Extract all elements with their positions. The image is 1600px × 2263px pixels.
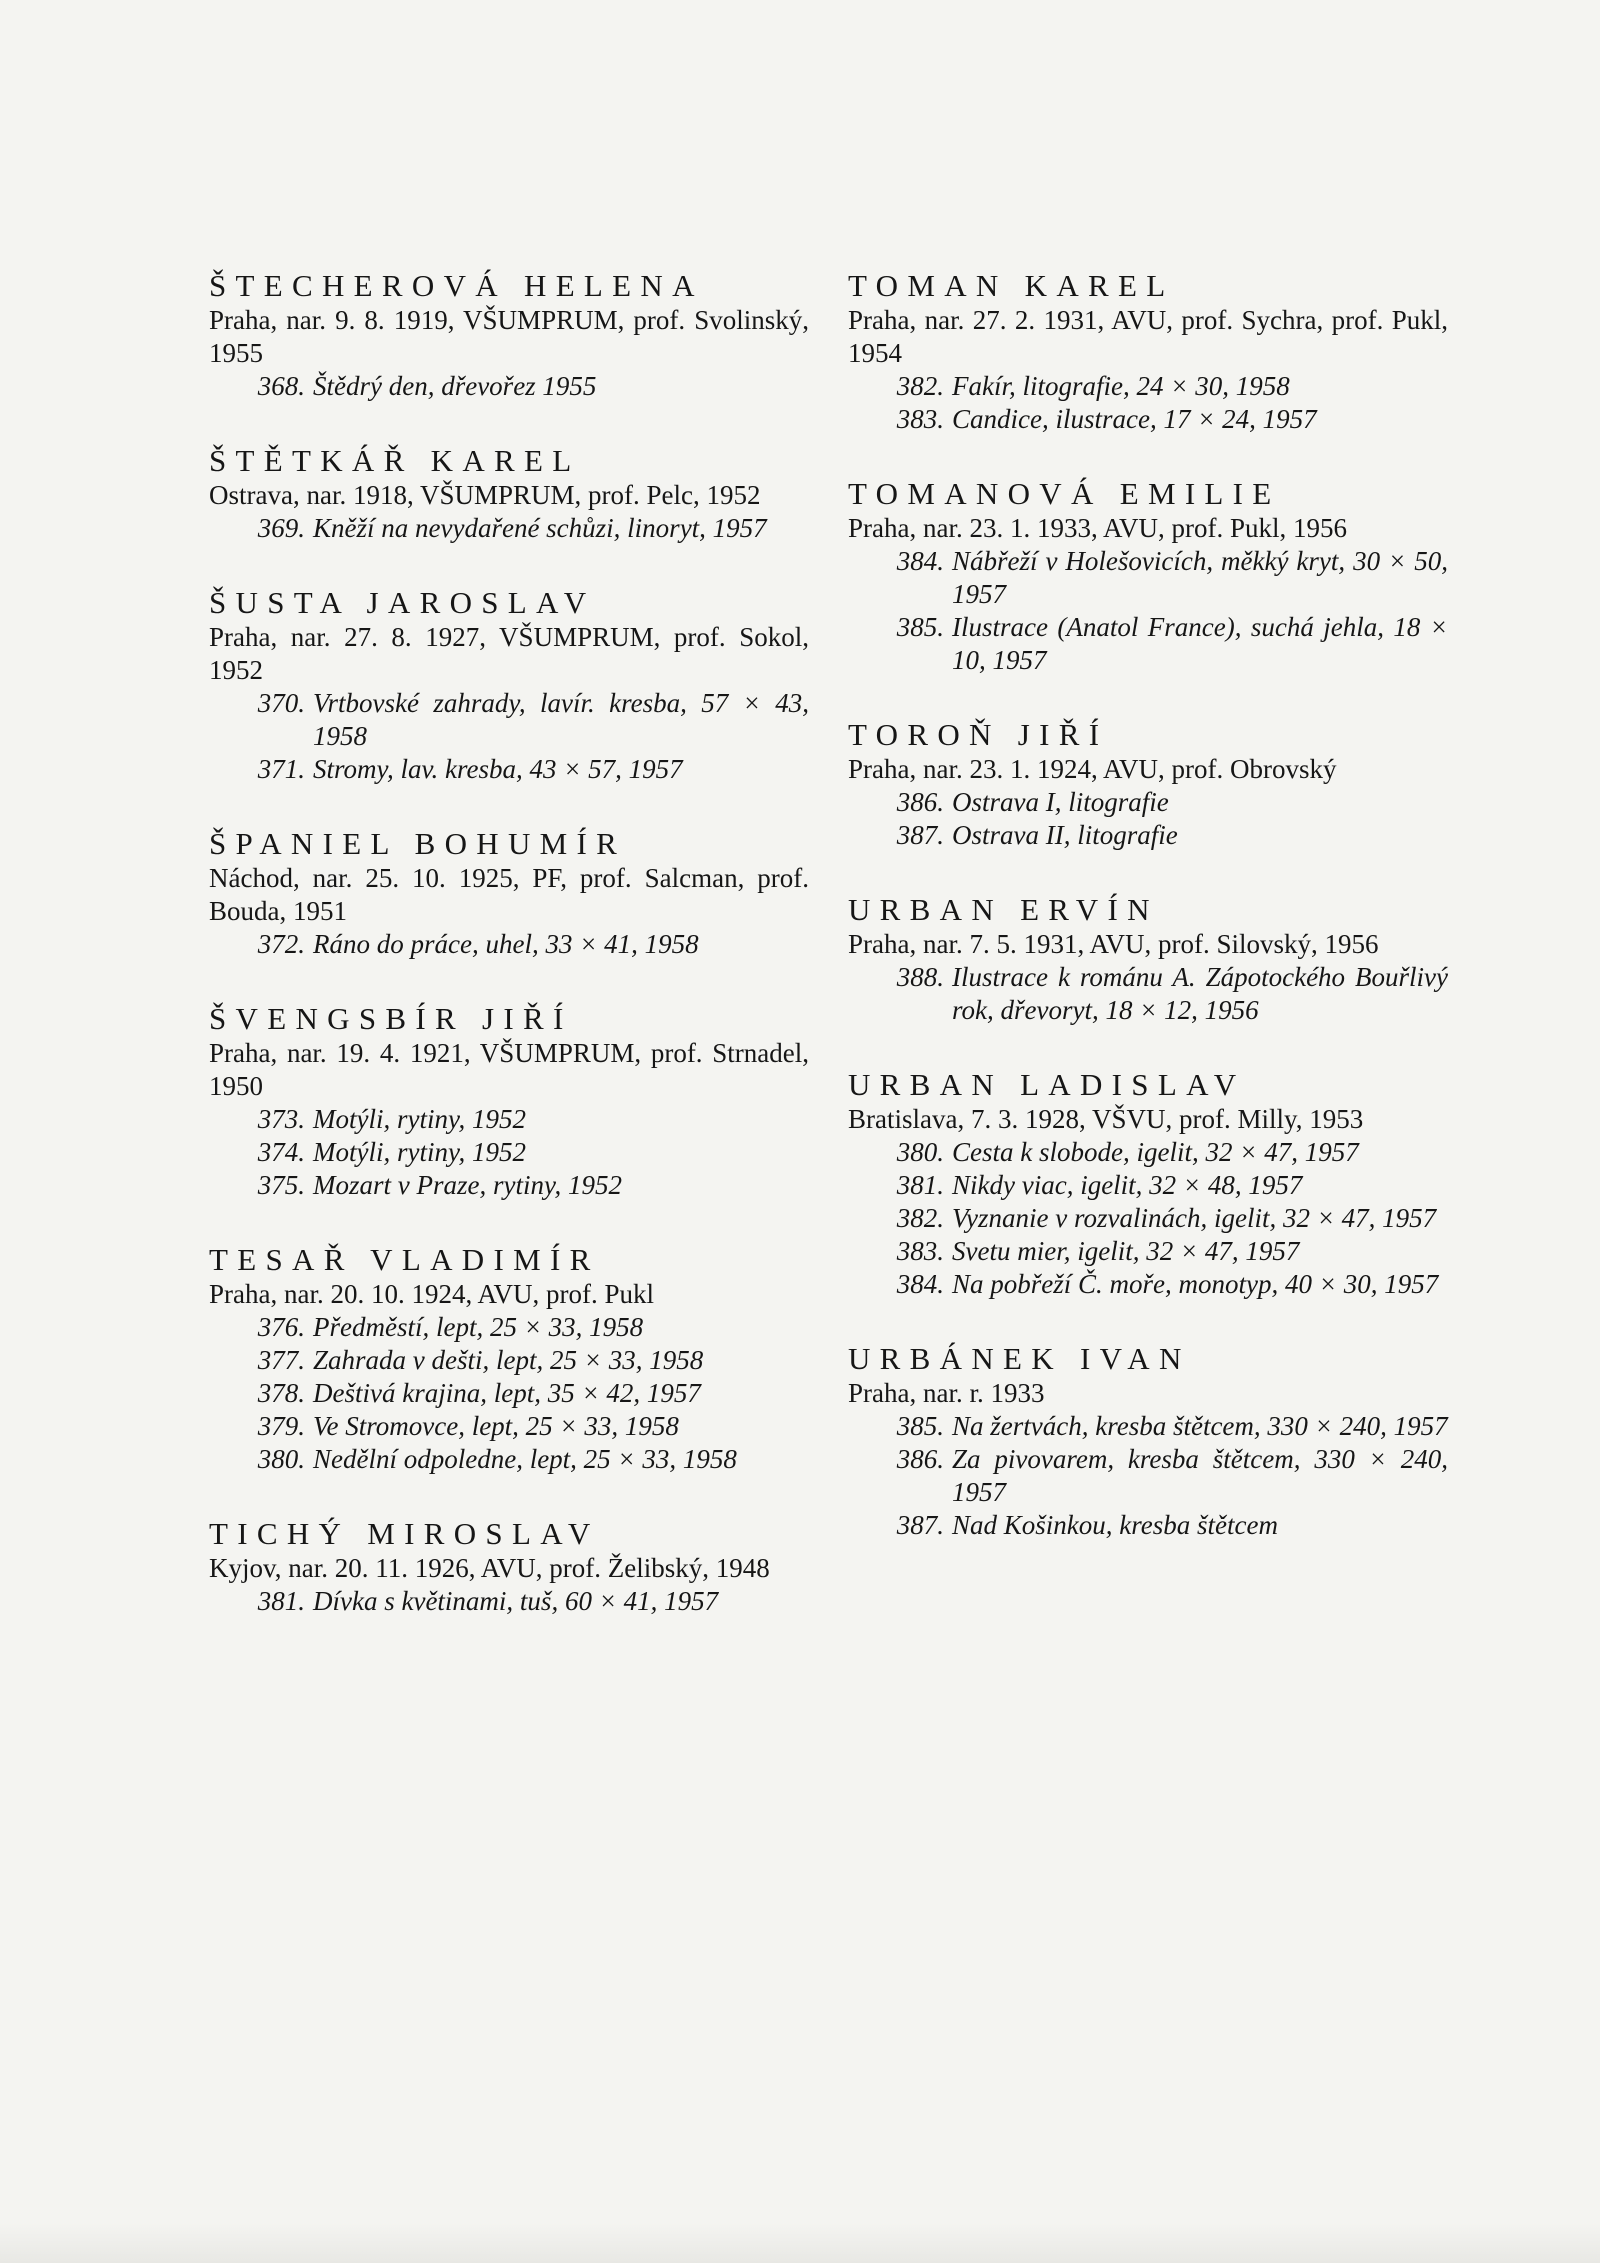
works-list: [848, 545, 1448, 677]
artist-bio: Praha, nar. 23. 1. 1924, AVU, prof. Obrovský: [848, 754, 1337, 784]
work-title: Nedělní odpoledne, lept, 25 × 33, 1958: [313, 1444, 737, 1474]
works-list: [848, 1410, 1448, 1542]
artist-entry-tichy-miroslav: [209, 1516, 809, 1618]
work-item: [848, 403, 1448, 436]
work-number: 386.: [896, 787, 944, 817]
works-list: [209, 512, 809, 545]
work-title: Zahrada v dešti, lept, 25 × 33, 1958: [313, 1345, 704, 1375]
work-number: 386.: [896, 1444, 944, 1474]
artist-entry-toron-jiri: [848, 717, 1448, 852]
artist-bio: Praha, nar. 23. 1. 1933, AVU, prof. Pukl, 1956: [848, 513, 1347, 543]
work-number: 387.: [896, 1510, 944, 1540]
works-list: [209, 687, 809, 786]
works-list: [848, 961, 1448, 1027]
artist-entry-urbanek-ivan: [848, 1341, 1448, 1542]
artist-bio: Praha, nar. 27. 2. 1931, AVU, prof. Sychra, prof. Pukl, 1954: [848, 305, 1448, 368]
work-number: 385.: [896, 612, 944, 642]
work-title: Ilustrace k románu A. Zápotockého Bouřlivý rok, dřevoryt, 18 × 12, 1956: [952, 962, 1448, 1025]
artist-entry-urban-ladislav: [848, 1067, 1448, 1301]
work-number: 380.: [896, 1137, 944, 1167]
work-title: Ráno do práce, uhel, 33 × 41, 1958: [313, 929, 699, 959]
work-item: [848, 786, 1448, 819]
work-title: Candice, ilustrace, 17 × 24, 1957: [952, 404, 1317, 434]
work-item: [209, 1377, 809, 1410]
works-list: [848, 370, 1448, 436]
artist-name: URBÁNEK IVAN: [848, 1341, 1191, 1376]
artist-name: URBAN ERVÍN: [848, 892, 1159, 927]
work-item: [209, 753, 809, 786]
artist-entry-tomanova-emilie: [848, 476, 1448, 677]
artist-bio: Ostrava, nar. 1918, VŠUMPRUM, prof. Pelc, 1952: [209, 480, 761, 510]
artist-name: ŠVENGSBÍR JIŘÍ: [209, 1001, 573, 1036]
works-list: [209, 1103, 809, 1202]
work-number: 368.: [257, 371, 305, 401]
work-title: Fakír, litografie, 24 × 30, 1958: [952, 371, 1290, 401]
work-number: 383.: [896, 1236, 944, 1266]
work-number: 383.: [896, 404, 944, 434]
artist-bio: Bratislava, 7. 3. 1928, VŠVU, prof. Milly, 1953: [848, 1104, 1364, 1134]
work-title: Nad Košinkou, kresba štětcem: [952, 1510, 1278, 1540]
artist-name: TESAŘ VLADIMÍR: [209, 1242, 600, 1277]
work-number: 384.: [896, 546, 944, 576]
work-number: 382.: [896, 371, 944, 401]
work-title: Předměstí, lept, 25 × 33, 1958: [313, 1312, 644, 1342]
work-number: 370.: [257, 688, 305, 718]
work-item: [209, 370, 809, 403]
work-item: [848, 1202, 1448, 1235]
artist-name: ŠTECHEROVÁ HELENA: [209, 268, 704, 303]
artist-entry-svengsbir-jiri: [209, 1001, 809, 1202]
works-list: [848, 1136, 1448, 1301]
work-title: Stromy, lav. kresba, 43 × 57, 1957: [313, 754, 683, 784]
work-item: [209, 512, 809, 545]
work-number: 388.: [896, 962, 944, 992]
work-item: [848, 611, 1448, 677]
artist-entry-stetkar-karel: [209, 443, 809, 545]
work-title: Motýli, rytiny, 1952: [313, 1137, 526, 1167]
work-number: 381.: [257, 1586, 305, 1616]
work-item: [209, 1311, 809, 1344]
artist-entry-spaniel-bohumir: [209, 826, 809, 961]
work-item: [209, 687, 809, 753]
artist-name: TOROŇ JIŘÍ: [848, 717, 1109, 752]
artist-name: ŠUSTA JAROSLAV: [209, 585, 596, 620]
work-item: [209, 928, 809, 961]
work-item: [209, 1136, 809, 1169]
artist-name: URBAN LADISLAV: [848, 1067, 1246, 1102]
work-title: Ostrava II, litografie: [952, 820, 1178, 850]
artist-entry-urban-ervin: [848, 892, 1448, 1027]
work-item: [848, 819, 1448, 852]
page-bottom-edge: [0, 2223, 1600, 2263]
work-item: [848, 1268, 1448, 1301]
work-number: 374.: [257, 1137, 305, 1167]
work-number: 380.: [257, 1444, 305, 1474]
work-title: Za pivovarem, kresba štětcem, 330 × 240, 1957: [952, 1444, 1448, 1507]
work-number: 379.: [257, 1411, 305, 1441]
work-item: [209, 1344, 809, 1377]
work-item: [209, 1443, 809, 1476]
work-item: [848, 1169, 1448, 1202]
work-title: Motýli, rytiny, 1952: [313, 1104, 526, 1134]
artist-bio: Praha, nar. 9. 8. 1919, VŠUMPRUM, prof. Svolinský, 1955: [209, 305, 809, 368]
artist-bio: Náchod, nar. 25. 10. 1925, PF, prof. Salcman, prof. Bouda, 1951: [209, 863, 809, 926]
works-list: [209, 370, 809, 403]
work-title: Vyznanie v rozvalinách, igelit, 32 × 47, 1957: [952, 1203, 1437, 1233]
artist-name: TOMANOVÁ EMILIE: [848, 476, 1281, 511]
work-title: Na žertvách, kresba štětcem, 330 × 240, 1957: [952, 1411, 1448, 1441]
works-list: [848, 786, 1448, 852]
artist-name: TOMAN KAREL: [848, 268, 1175, 303]
work-item: [848, 1509, 1448, 1542]
work-item: [848, 1235, 1448, 1268]
artist-name: ŠTĚTKÁŘ KAREL: [209, 443, 581, 478]
work-title: Ostrava I, litografie: [952, 787, 1169, 817]
work-title: Kněží na nevydařené schůzi, linoryt, 1957: [313, 513, 767, 543]
work-number: 375.: [257, 1170, 305, 1200]
work-item: [848, 370, 1448, 403]
work-item: [848, 545, 1448, 611]
works-list: [209, 1311, 809, 1476]
work-item: [848, 1443, 1448, 1509]
artist-bio: Praha, nar. 7. 5. 1931, AVU, prof. Silovský, 1956: [848, 929, 1379, 959]
artist-name: ŠPANIEL BOHUMÍR: [209, 826, 627, 861]
work-number: 384.: [896, 1269, 944, 1299]
work-number: 377.: [257, 1345, 305, 1375]
work-number: 378.: [257, 1378, 305, 1408]
work-title: Vrtbovské zahrady, lavír. kresba, 57 × 43, 1958: [313, 688, 809, 751]
artist-bio: Praha, nar. 27. 8. 1927, VŠUMPRUM, prof. Sokol, 1952: [209, 622, 809, 685]
work-number: 385.: [896, 1411, 944, 1441]
work-number: 369.: [257, 513, 305, 543]
work-number: 381.: [896, 1170, 944, 1200]
work-item: [848, 961, 1448, 1027]
work-title: Štědrý den, dřevořez 1955: [313, 371, 597, 401]
work-title: Nikdy viac, igelit, 32 × 48, 1957: [952, 1170, 1303, 1200]
artist-entry-susta-jaroslav: [209, 585, 809, 786]
works-list: [209, 928, 809, 961]
work-number: 387.: [896, 820, 944, 850]
work-item: [209, 1410, 809, 1443]
work-item: [209, 1585, 809, 1618]
work-item: [848, 1410, 1448, 1443]
work-title: Ve Stromovce, lept, 25 × 33, 1958: [313, 1411, 679, 1441]
work-number: 372.: [257, 929, 305, 959]
work-title: Ilustrace (Anatol France), suchá jehla, 18 × 10, 1957: [952, 612, 1448, 675]
work-title: Mozart v Praze, rytiny, 1952: [313, 1170, 622, 1200]
work-title: Cesta k slobode, igelit, 32 × 47, 1957: [952, 1137, 1359, 1167]
artist-name: TICHÝ MIROSLAV: [209, 1516, 600, 1551]
right-column: [848, 268, 1448, 1582]
work-number: 373.: [257, 1104, 305, 1134]
work-title: Na pobřeží Č. moře, monotyp, 40 × 30, 1957: [952, 1269, 1439, 1299]
work-item: [848, 1136, 1448, 1169]
work-number: 376.: [257, 1312, 305, 1342]
work-title: Dívka s květinami, tuš, 60 × 41, 1957: [313, 1586, 719, 1616]
artist-bio: Praha, nar. 20. 10. 1924, AVU, prof. Pukl: [209, 1279, 654, 1309]
work-item: [209, 1169, 809, 1202]
work-number: 371.: [257, 754, 305, 784]
work-title: Deštivá krajina, lept, 35 × 42, 1957: [313, 1378, 701, 1408]
work-title: Svetu mier, igelit, 32 × 47, 1957: [952, 1236, 1300, 1266]
artist-bio: Kyjov, nar. 20. 11. 1926, AVU, prof. Želibský, 1948: [209, 1553, 770, 1583]
artist-entry-toman-karel: [848, 268, 1448, 436]
artist-bio: Praha, nar. r. 1933: [848, 1378, 1045, 1408]
works-list: [209, 1585, 809, 1618]
artist-entry-stecherova-helena: [209, 268, 809, 403]
artist-entry-tesar-vladimir: [209, 1242, 809, 1476]
work-number: 382.: [896, 1203, 944, 1233]
work-title: Nábřeží v Holešovicích, měkký kryt, 30 × 50, 1957: [952, 546, 1448, 609]
work-item: [209, 1103, 809, 1136]
artist-bio: Praha, nar. 19. 4. 1921, VŠUMPRUM, prof. Strnadel, 1950: [209, 1038, 809, 1101]
left-column: [209, 268, 809, 1658]
